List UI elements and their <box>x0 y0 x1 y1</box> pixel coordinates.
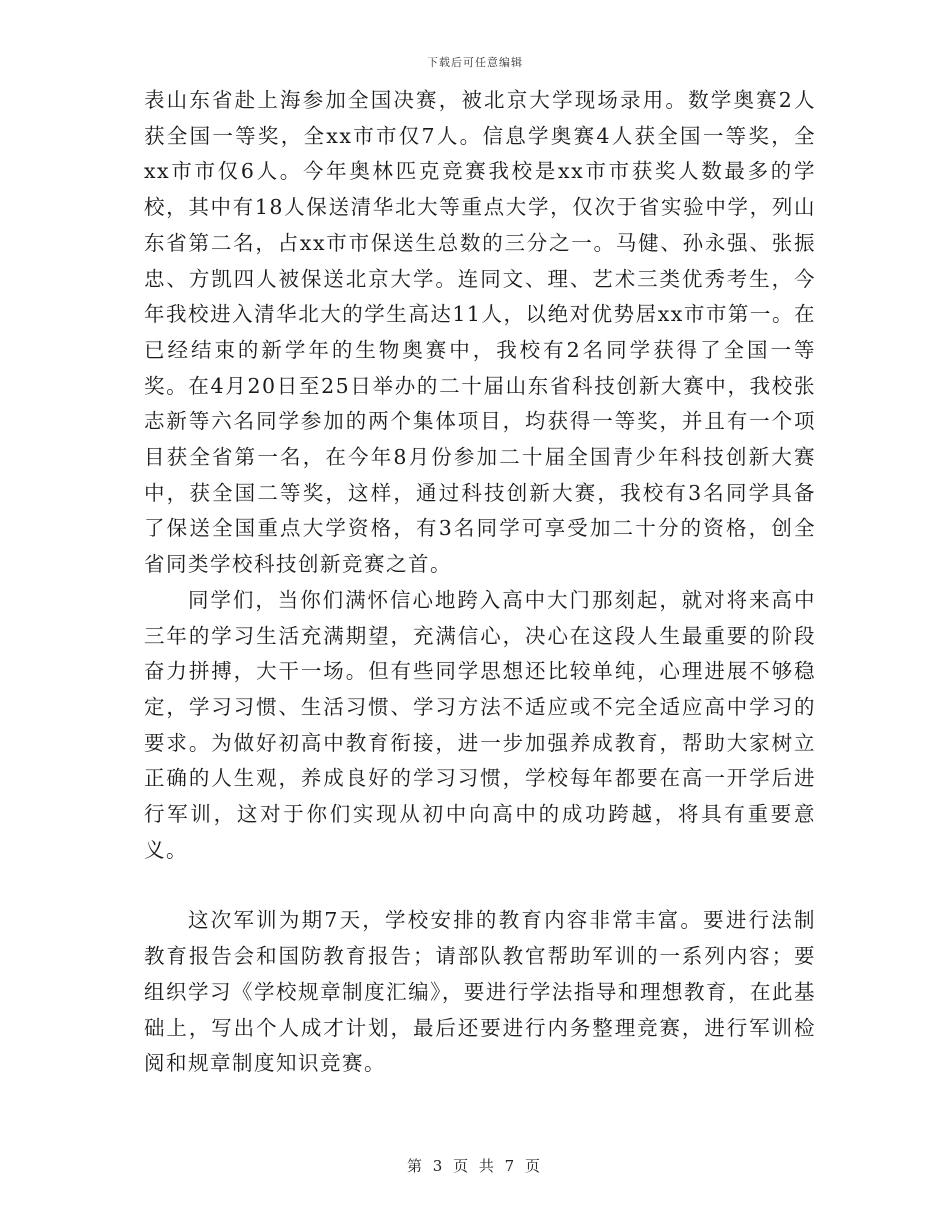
document-body <box>144 83 816 1082</box>
page-header-note: 下载后可任意编辑 <box>427 56 523 69</box>
page-number: 第 3 页 共 7 页 <box>407 1157 543 1175</box>
paragraph-military-training: 这次军训为期7天，学校安排的教育内容非常丰富。要进行法制教育报告会和国防教育报告；请部队教官帮助军训的一系列内容；要组织学习《学校规章制度汇编》，要进行学法指导和理想教育，在此基础上，写出个人成才计划，最后还要进行内务整理竞赛，进行军训检阅和规章制度知识竞赛。 <box>144 908 816 1076</box>
paragraph-continued: 表山东省赴上海参加全国决赛，被北京大学现场录用。数学奥赛2人获全国一等奖，全xx市市仅7人。信息学奥赛4人获全国一等奖，全xx市市仅6人。今年奥林匹克竞赛我校是xx市市获奖人数最多的学校，其中有18人保送清华北大等重点大学，仅次于省实验中学，列山东省第二名，占xx市市保送生总数的三分之一。马健、孙永强、张振忠、方凯四人被保送北京大学。连同文、理、艺术三类优秀考生，今年我校进入清华北大的学生高达11人，以绝对优势居xx市市第一。在已经结束的新学年的生物奥赛中，我校有2名同学获得了全国一等奖。在4月20日至25日举办的二十届山东省科技创新大赛中，我校张志新等六名同学参加的两个集体项目，均获得一等奖，并且有一个项目获全省第一名，在今年8月份参加二十届全国青少年科技创新大赛中，获全国二等奖，这样，通过科技创新大赛，我校有3名同学具备了保送全国重点大学资格，有3名同学可享受加二十分的资格，创全省同类学校科技创新竞赛之首。 <box>144 88 816 577</box>
paragraph-students: 同学们，当你们满怀信心地跨入高中大门那刻起，就对将来高中三年的学习生活充满期望，充满信心，决心在这段人生最重要的阶段奋力拼搏，大干一场。但有些同学思想还比较单纯，心理进展不够稳定，学习习惯、生活习惯、学习方法不适应或不完全适应高中学习的要求。为做好初高中教育衔接，进一步加强养成教育，帮助大家树立正确的人生观，养成良好的学习习惯，学校每年都要在高一开学后进行军训，这对于你们实现从初中向高中的成功跨越，将具有重要意义。 <box>144 587 816 862</box>
